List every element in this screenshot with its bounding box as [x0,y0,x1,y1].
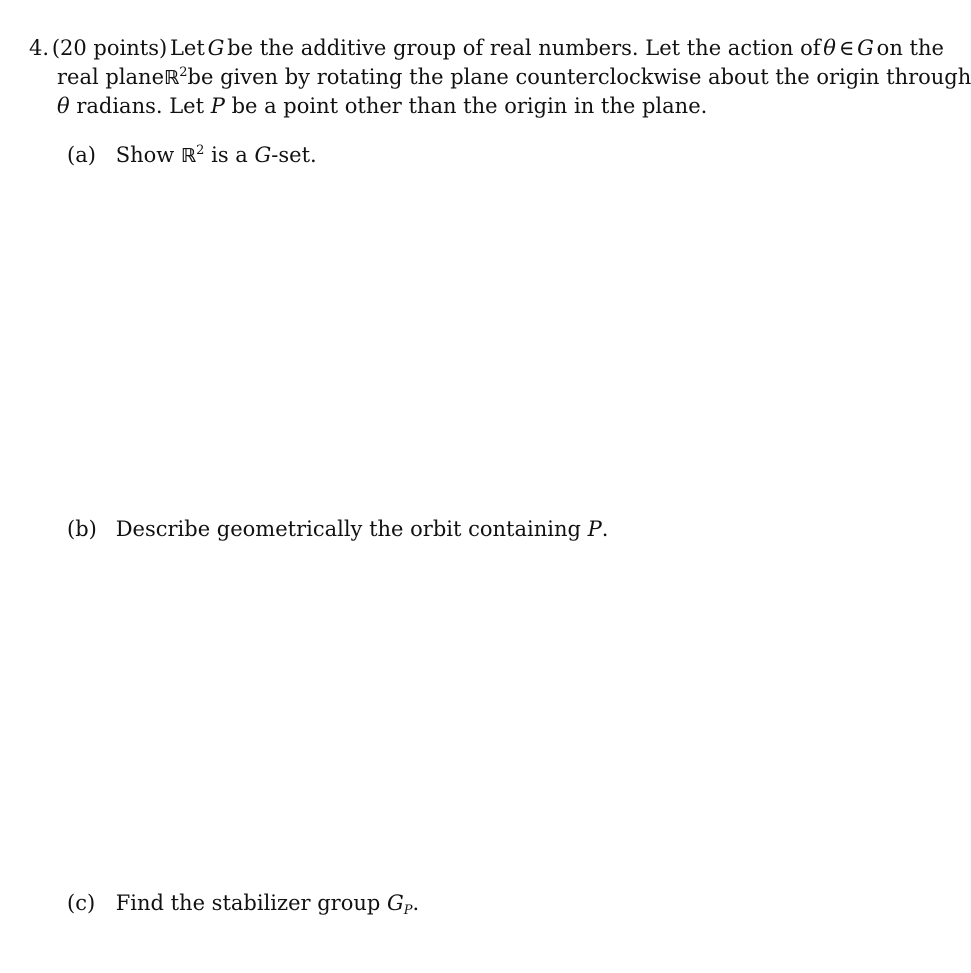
part-c [67,889,419,917]
math-G: G [207,36,225,60]
math-element-of: ∈ [838,36,855,60]
text-on-the: on the [876,36,944,60]
math-R2 [181,143,205,167]
answer-space-b [67,549,947,879]
math-theta: θ [57,94,70,118]
math-G-sub-P [387,891,413,918]
part-label: (a) [67,143,96,167]
answer-space-a [67,175,947,505]
text-rotation: be given by rotating the plane counterclockwise about the origin through [187,64,971,89]
math-theta: θ [823,36,836,60]
text-additive-group: be the additive group of real numbers. Let the action of [227,36,821,60]
text-radians: radians. Let [76,94,205,118]
math-G: G [254,143,272,167]
problem-line-3 [29,92,944,121]
part-label: (b) [67,517,97,541]
text-real-plane: real plane [57,64,165,89]
text-let: Let [169,36,205,60]
problem-line-1 [29,34,944,63]
math-P: P [587,517,602,541]
math-G: G [387,891,404,915]
part-text: Show [115,143,175,167]
math-exponent: 2 [179,64,188,80]
problem-number: 4. [29,36,50,60]
text-point-other: be a point other than the origin in the plane. [231,94,708,118]
problem-line-2 [29,63,971,93]
part-text: Describe geometrically the orbit containing [115,517,581,541]
math-subscript-P: P [403,903,413,918]
part-text: . [601,517,609,541]
part-text: . [412,891,420,915]
problem-points: (20 points) [51,36,168,60]
part-text: is a [211,143,248,167]
math-R2 [164,63,188,93]
problem-statement [29,34,971,121]
math-blackboard-R: ℝ [164,66,180,89]
math-exponent: 2 [196,143,205,158]
part-a [67,141,317,170]
part-b [67,515,608,543]
part-text: Find the stabilizer group [115,891,381,915]
part-label: (c) [67,891,96,915]
math-P: P [210,94,225,118]
math-blackboard-R: ℝ [180,145,197,167]
math-G: G [857,36,874,60]
part-text: -set. [271,143,317,167]
